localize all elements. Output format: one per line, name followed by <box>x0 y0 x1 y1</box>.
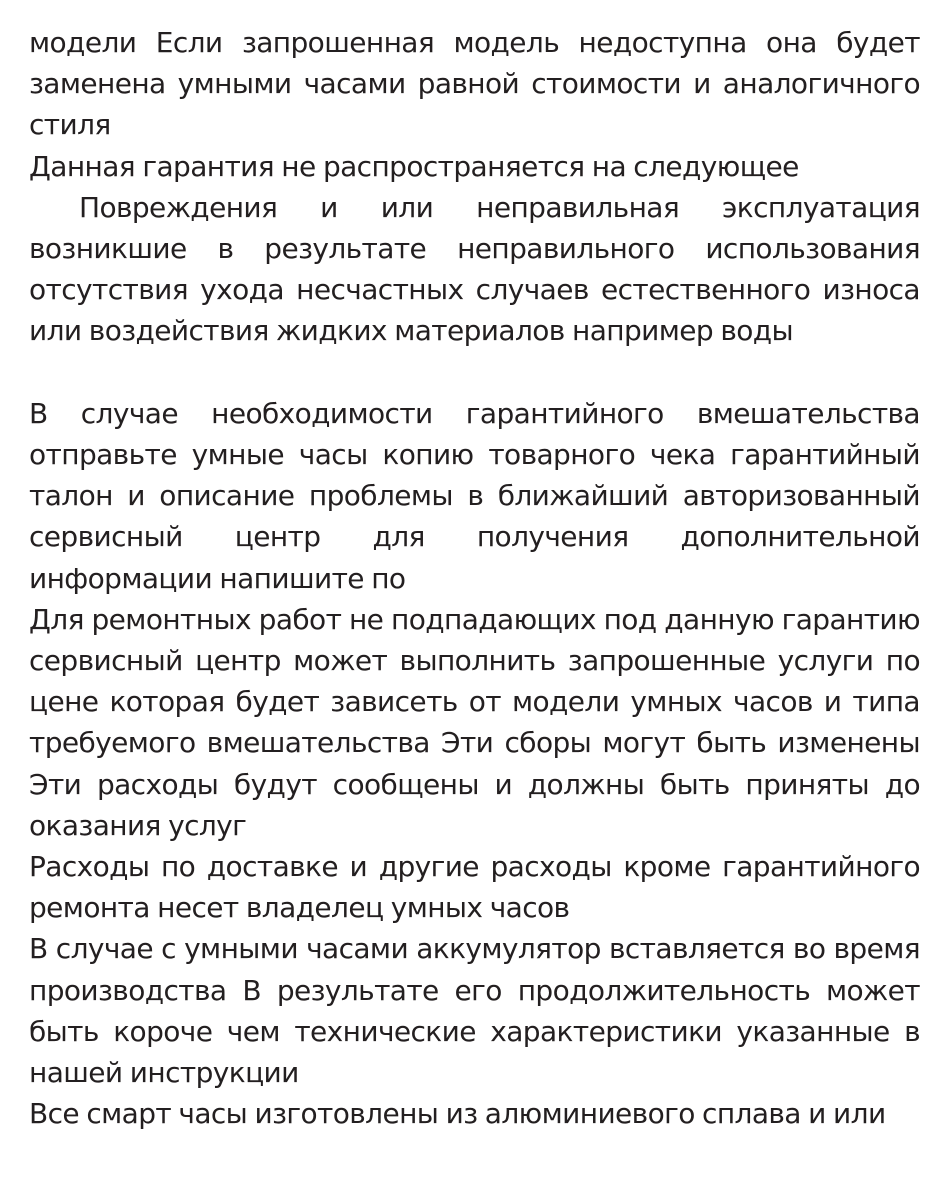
paragraph-shipping-costs: Расходы по доставке и другие расходы кроме гарантийного ремонта несет владелец умных часов <box>29 850 920 925</box>
paragraph-model-replacement: модели Если запрошенная модель недоступна она будет заменена умными часами равной стоимости и аналогичного стиля <box>29 26 920 142</box>
paragraph-warranty-service-request: В случае необходимости гарантийного вмешательства отправьте умные часы копию товарного чека гарантийный талон и описание проблемы в ближайший авторизованный сервисный центр для получения дополнительной информации напишите по <box>29 396 920 595</box>
paragraph-warranty-exclusions-heading: Данная гарантия не распространяется на следующее <box>29 149 799 183</box>
document-page <box>29 22 920 1134</box>
paragraph-spacer <box>29 352 920 393</box>
paragraph-materials: Все смарт часы изготовлены из алюминиевого сплава и или <box>29 1097 886 1131</box>
paragraph-battery-notice: В случае с умными часами аккумулятор вставляется во время производства В результате его продолжительность может быть короче чем технические характеристики указанные в нашей инструкции <box>29 932 920 1090</box>
paragraph-out-of-warranty-repairs: Для ремонтных работ не подпадающих под данную гарантию сервисный центр может выполнить запрошенные услуги по цене которая будет зависеть от модели умных часов и типа требуемого вмешательства Эти сборы могут быть изменены Эти расходы будут сообщены и должны быть приняты до оказания услуг <box>29 602 920 842</box>
paragraph-damage-misuse: Повреждения и или неправильная эксплуатация возникшие в результате неправильного использования отсутствия ухода несчастных случаев естественного износа или воздействия жидких материалов например воды <box>29 190 920 348</box>
